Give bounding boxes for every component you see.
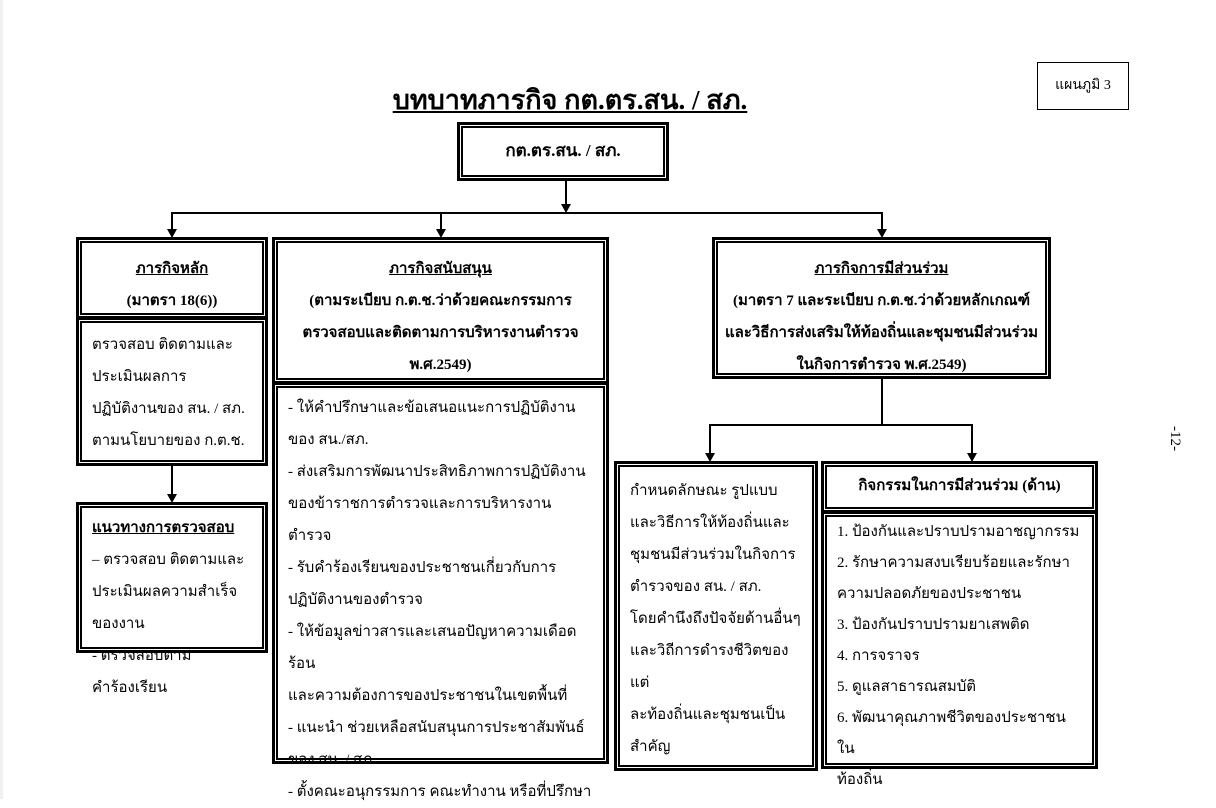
connector xyxy=(440,212,442,230)
text-line: ชุมชนมีส่วนร่วมในกิจการ xyxy=(630,547,796,563)
participation-mission-heading: ภารกิจการมีส่วนร่วม xyxy=(814,261,949,277)
text-line: ตรวจสอบ ติดตามและ xyxy=(92,337,233,353)
support-mission-header xyxy=(273,238,608,383)
text-line: ละท้องถิ่นและชุมชนเป็น xyxy=(630,707,786,723)
text-line: ในกิจการตำรวจ พ.ศ.2549) xyxy=(796,357,967,373)
main-mission-header xyxy=(77,238,267,318)
connector xyxy=(171,212,173,230)
document-title: บทบาทภารกิจ กต.ตร.สน. / สภ. xyxy=(392,85,748,115)
activities-header: กิจกรรมในการมีส่วนร่วม (ด้าน) xyxy=(822,462,1097,512)
page-number: -12- xyxy=(1167,426,1183,451)
participation-format-box xyxy=(615,462,817,770)
activities-body xyxy=(822,512,1097,788)
text-line: สำคัญ xyxy=(630,739,671,755)
connector xyxy=(971,424,973,454)
text-line: 6. พัฒนาคุณภาพชีวิตของประชาชนใน xyxy=(837,710,1066,757)
text-line: ตามนโยบายของ ก.ต.ช. xyxy=(92,433,245,449)
connector xyxy=(881,378,883,425)
text-line: - แนะนำ ช่วยเหลือสนับสนุนการประชาสัมพันธ์ xyxy=(288,720,585,736)
root-node: กต.ตร.สน. / สภ. xyxy=(458,123,668,180)
text-line: - ตั้งคณะอนุกรรมการ คณะทำงาน หรือที่ปรึกษา xyxy=(288,784,592,800)
participation-mission-header xyxy=(713,238,1050,378)
connector xyxy=(709,424,973,426)
text-line: ปฏิบัติงานของ สน. / สภ. xyxy=(92,401,245,417)
text-line: โดยคำนึงถึงปัจจัยด้านอื่นๆ xyxy=(630,611,801,627)
text-line: – ตรวจสอบ ติดตามและ xyxy=(92,552,245,568)
text-line: (ตามระเบียบ ก.ต.ช.ว่าด้วยคณะกรรมการ xyxy=(309,293,572,309)
arrow-head xyxy=(705,453,715,462)
arrow-head xyxy=(167,229,177,238)
text-line: ความปลอดภัยของประชาชน xyxy=(837,586,1022,602)
text-line: 3. ป้องกันปราบปรามยาเสพติด xyxy=(837,617,1030,633)
text-line: ของ สน. / สภ. xyxy=(288,752,376,768)
arrow-head xyxy=(877,229,887,238)
connector xyxy=(171,465,173,495)
guideline-box xyxy=(77,503,267,696)
text-line: และวิธีการให้ท้องถิ่นและ xyxy=(630,515,790,531)
text-line: ของ สน./สภ. xyxy=(288,432,369,448)
guideline-heading: แนวทางการตรวจสอบ xyxy=(92,520,235,536)
text-line: ของข้าราชการตำรวจและการบริหารงานตำรวจ xyxy=(288,496,552,544)
main-mission-body xyxy=(77,318,267,465)
support-mission-body xyxy=(273,383,608,800)
text-line: 2. รักษาความสงบเรียบร้อยและรักษา xyxy=(837,555,1070,571)
text-line: คำร้องเรียน xyxy=(92,680,168,696)
text-line: 4. การจราจร xyxy=(837,648,920,664)
text-line: ปฏิบัติงานของตำรวจ xyxy=(288,592,423,608)
main-mission-heading: ภารกิจหลัก xyxy=(135,261,209,277)
text-line: ตรวจสอบและติดตามการบริหารงานตำรวจ xyxy=(302,325,579,341)
text-line: 5. ดูแลสาธารณสมบัติ xyxy=(837,679,977,695)
connector xyxy=(881,212,883,230)
arrow-head xyxy=(167,494,177,503)
connector xyxy=(565,180,567,206)
arrow-head xyxy=(436,229,446,238)
text-line: และความต้องการของประชาชนในเขตพื้นที่ xyxy=(288,688,568,704)
text-line: ประเมินผลความสำเร็จ xyxy=(92,584,238,600)
text-line: กำหนดลักษณะ รูปแบบ xyxy=(630,483,778,499)
text-line: - ให้ข้อมูลข่าวสารและเสนอปัญหาความเดือดร้อน xyxy=(288,624,577,672)
text-line: และวิธีการส่งเสริมให้ท้องถิ่นและชุมชนมีส่วนร่วม xyxy=(724,325,1039,341)
page-edge xyxy=(0,0,3,799)
support-mission-heading: ภารกิจสนับสนุน xyxy=(389,261,492,277)
connector xyxy=(171,212,883,214)
text-line: (มาตรา 7 และระเบียบ ก.ต.ช.ว่าด้วยหลักเกณฑ์ xyxy=(732,293,1031,309)
chart-number-label: แผนภูมิ 3 xyxy=(1037,62,1129,110)
main-mission-subheading: (มาตรา 18(6)) xyxy=(126,293,218,309)
text-line: - ให้คำปรึกษาและข้อเสนอแนะการปฏิบัติงาน xyxy=(288,400,576,416)
text-line: ประเมินผลการ xyxy=(92,369,187,385)
text-line: ของงาน xyxy=(92,616,145,632)
text-line: 1. ป้องกันและปราบปรามอาชญากรรม xyxy=(837,524,1080,540)
text-line: ตำรวจของ สน. / สภ. xyxy=(630,579,762,595)
text-line: - ส่งเสริมการพัฒนาประสิทธิภาพการปฏิบัติงาน xyxy=(288,464,586,480)
text-line: และวิถีการดำรงชีวิตของแต่ xyxy=(630,643,789,691)
text-line: ท้องถิ่น xyxy=(837,772,883,788)
connector xyxy=(709,424,711,454)
text-line: - รับคำร้องเรียนของประชาชนเกี่ยวกับการ xyxy=(288,560,557,576)
text-line: พ.ศ.2549) xyxy=(409,357,472,373)
arrow-head xyxy=(967,453,977,462)
text-line: - ตรวจสอบตาม xyxy=(92,648,192,664)
